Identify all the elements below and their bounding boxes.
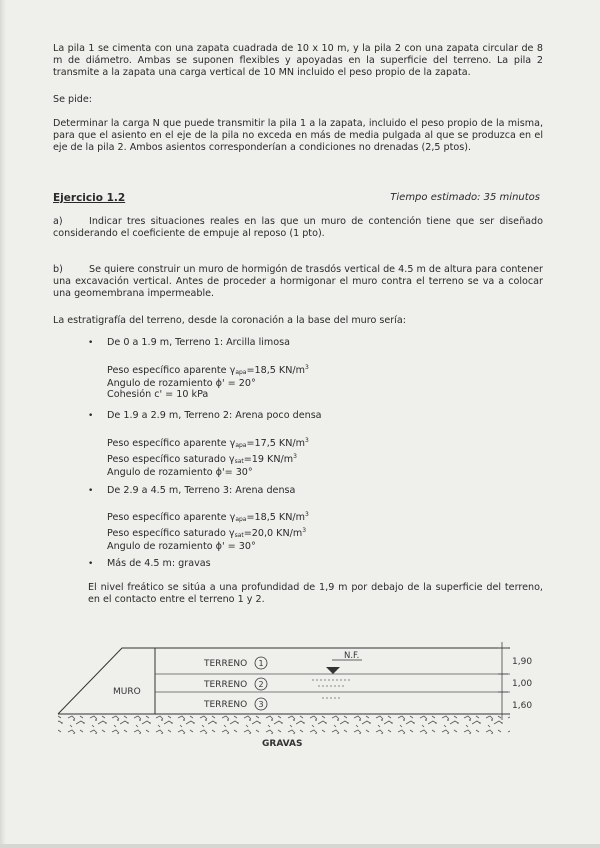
param-row: Angulo de rozamiento ϕ' = 30° [107,541,256,552]
layer-4-heading: Más de 4.5 m: gravas [107,558,211,569]
bullet-icon: • [88,559,94,569]
gravas-label: GRAVAS [262,739,303,749]
wall-outline [58,648,155,714]
terreno-2-label: TERRENO [204,680,248,690]
nivel-freatico-text: El nivel freático se sitúa a una profundidad de 1,9 m por debajo de la superficie del terreno, en el contacto entre el terreno 1 y 2. [88,582,543,605]
bullet-icon: • [88,411,94,421]
dimension-3-label: 1,60 [512,701,533,711]
terreno-3-number: 3 [258,700,264,709]
muro-label: MURO [113,687,141,697]
part-a-label: a) [53,216,63,227]
estratigrafia-text: La estratigrafía del terreno, desde la coronación a la base del muro sería: [53,315,407,326]
gravel-band [58,714,510,734]
param-row: Peso específico saturado $\gamma_{sat}=19$ $KN/m^3$ [107,453,297,465]
water-table-triangle-icon [326,667,340,674]
param-row: Cohesión c' = 10 kPa [107,389,209,400]
terreno-2-number: 2 [258,680,264,689]
intro-paragraph: La pila 1 se cimenta con una zapata cuadrada de 10 x 10 m, y la pila 2 con una zapata circular de 8 m de diámetro. Ambas se suponen flexibles y apoyadas en la superficie del terreno. La pila 2 transmite a la zapata una carga vertical de 10 MN incluido el peso propio de la zapata. [53,43,543,78]
terreno-3-label: TERRENO [204,700,248,710]
se-pide-label: Se pide: [53,94,93,105]
layer-2-heading: De 1.9 a 2.9 m, Terreno 2: Arena poco densa [107,410,322,421]
terreno-1-number: 1 [258,659,264,668]
part-b-label: b) [53,264,63,275]
dimension-1-label: 1,90 [512,657,533,667]
param-row: Peso específico saturado $\gamma_{sat}=20,0$ $KN/m^3$ [107,527,307,539]
layer-1-params [107,362,309,400]
layer-3-params [107,509,309,552]
exercise-title: Ejercicio 1.2 [53,192,126,204]
scan-bottom-edge [0,844,600,848]
layer-2-params [107,435,309,478]
terreno-1-label: TERRENO [204,659,248,669]
param-row: Peso específico aparente $\gamma_{apa}=18,5$ $KN/m^3$ [107,511,309,523]
wall-diagram [0,630,600,770]
pide-paragraph: Determinar la carga N que puede transmitir la pila 1 a la zapata, incluido el peso propio de la misma, para que el asiento en el eje de la pila no exceda en más de media pulgada al que se produzca en el eje de la pila 2. Ambos asientos corresponderían a condiciones no drenadas (2,5 ptos). [53,118,543,153]
param-row: Peso específico aparente $\gamma_{apa}=17,5$ $KN/m^3$ [107,437,309,449]
bullet-icon: • [88,338,94,348]
layer-1-heading: De 0 a 1.9 m, Terreno 1: Arcilla limosa [107,337,291,348]
param-row: Peso específico aparente $\gamma_{apa}=18,5$ $KN/m^3$ [107,364,309,376]
param-row: Angulo de rozamiento ϕ'= 30° [107,467,253,478]
nf-label: N.F. [344,651,360,661]
bullet-icon: • [88,486,94,496]
part-b-text: Se quiere construir un muro de hormigón de trasdós vertical de 4.5 m de altura para contener una excavación vertical. Antes de proceder a hormigonar el muro contra el terreno se va a colocar una geomembrana impermeable. [53,264,543,299]
part-a-text: Indicar tres situaciones reales en las que un muro de contención tiene que ser diseñado considerando el coeficiente de empuje al reposo (1 pto). [53,216,543,239]
layer-3-heading: De 2.9 a 4.5 m, Terreno 3: Arena densa [107,485,296,496]
param-row: Angulo de rozamiento ϕ' = 20° [107,378,256,389]
exercise-time: Tiempo estimado: 35 minutos [390,192,540,203]
dimension-2-label: 1,00 [512,679,533,689]
